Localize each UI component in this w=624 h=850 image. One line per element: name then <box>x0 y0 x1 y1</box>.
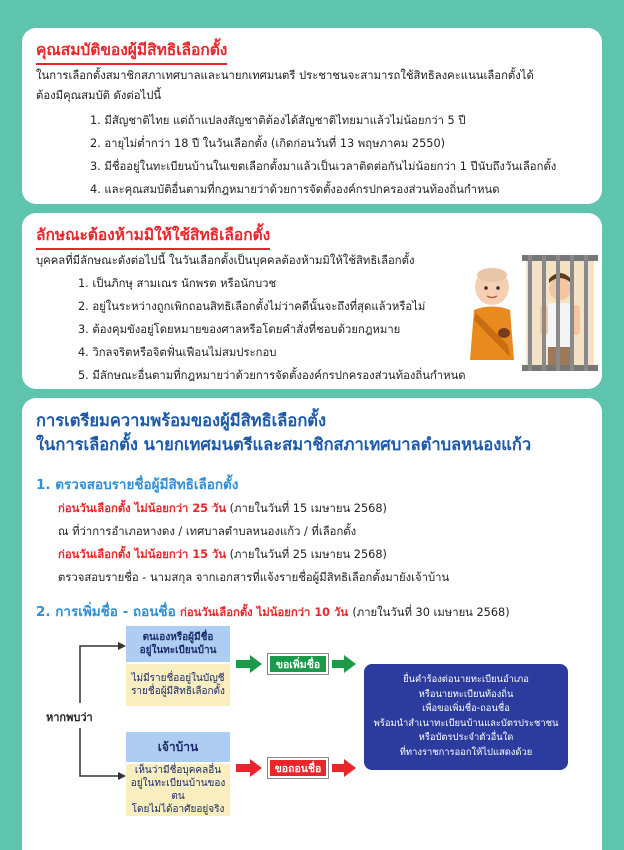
submit-line-3: เพื่อขอเพิ่มชื่อ-ถอนชื่อ <box>422 703 510 714</box>
qualification-item-1: 1. มีสัญชาติไทย แต่ถ้าแปลงสัญชาติต้องได้สัญชาติไทยมาแล้วไม่น้อยกว่า 5 ปี <box>90 114 466 127</box>
prisoner-illustration <box>522 253 598 373</box>
arrow-to-add <box>236 655 262 673</box>
qualifications-card <box>22 28 602 204</box>
arrow-from-add <box>332 655 356 673</box>
self-desc-box <box>126 664 230 706</box>
section1-deadline2-date: (ภายในวันที่ 25 เมษายน 2568) <box>229 548 387 561</box>
qualifications-title: คุณสมบัติของผู้มีสิทธิเลือกตั้ง <box>36 37 227 65</box>
qualifications-intro-line2: ต้องมีคุณสมบัติ ดังต่อไปนี้ <box>36 89 162 102</box>
owner-desc-line1: เห็นว่ามีชื่อบุคคลอื่น <box>134 765 222 776</box>
preparation-title-line1: การเตรียมความพร้อมของผู้มีสิทธิเลือกตั้ง <box>36 411 327 430</box>
add-name-label: ขอเพิ่มชื่อ <box>268 654 328 674</box>
qualifications-intro-line1: ในการเลือกตั้งสมาชิกสภาเทศบาลและนายกเทศมนตรี ประชาชนจะสามารถใช้สิทธิลงคะแนนเลือกตั้งได้ <box>36 69 534 82</box>
submit-line-5: หรือบัตรประจำตัวอื่นใด <box>418 732 514 743</box>
prohibition-item-3: 3. ต้องคุมขังอยู่โดยหมายของศาลหรือโดยคำสั่งที่ชอบด้วยกฎหมาย <box>78 323 401 336</box>
prohibitions-card <box>22 213 602 389</box>
prohibition-item-1: 1. เป็นภิกษุ สามเณร นักพรต หรือนักบวช <box>78 277 277 290</box>
self-title-line2: อยู่ในทะเบียนบ้าน <box>139 645 217 656</box>
submit-line-1: ยื่นคำร้องต่อนายทะเบียนอำเภอ <box>403 674 529 685</box>
owner-title: เจ้าบ้าน <box>126 732 230 762</box>
remove-name-label: ขอถอนชื่อ <box>268 758 328 778</box>
section1-deadline1-date: (ภายในวันที่ 15 เมษายน 2568) <box>229 502 387 515</box>
section1-heading: 1. ตรวจสอบรายชื่อผู้มีสิทธิเลือกตั้ง <box>36 477 239 493</box>
submit-line-6: ที่ทางราชการออกให้ไปแสดงด้วย <box>399 746 533 758</box>
qualification-item-3: 3. มีชื่ออยู่ในทะเบียนบ้านในเขตเลือกตั้งมาแล้วเป็นเวลาติดต่อกันไม่น้อยกว่า 1 ปีนับถึงวันเลือกตั้ง <box>90 160 557 173</box>
monk-illustration <box>462 265 522 365</box>
submit-line-4: พร้อมนำสำเนาทะเบียนบ้านและบัตรประชาชน <box>373 717 559 729</box>
submission-instructions-box <box>364 664 568 770</box>
owner-desc-box <box>126 764 230 816</box>
prohibition-item-2: 2. อยู่ในระหว่างถูกเพิกถอนสิทธิเลือกตั้งไม่ว่าคดีนั้นจะถึงที่สุดแล้วหรือไม่ <box>78 300 426 313</box>
prohibition-item-5: 5. มีลักษณะอื่นตามที่กฎหมายว่าด้วยการจัดตั้งองค์กรปกครองส่วนท้องถิ่นกำหนด <box>78 369 466 382</box>
submit-line-2: หรือนายทะเบียนท้องถิ่น <box>418 688 514 700</box>
owner-desc-line2: อยู่ในทะเบียนบ้านของตน <box>130 778 226 802</box>
arrow-to-remove <box>236 759 262 777</box>
section2-deadline-date: (ภายในวันที่ 30 เมษายน 2568) <box>352 606 510 619</box>
section2-deadline-red: ก่อนวันเลือกตั้ง ไม่น้อยกว่า 10 วัน <box>180 606 349 619</box>
preparation-title-line2: ในการเลือกตั้ง นายกเทศมนตรีและสมาชิกสภาเทศบาลตำบลหนองแก้ว <box>36 435 532 454</box>
qualification-item-4: 4. และคุณสมบัติอื่นตามที่กฎหมายว่าด้วยการจัดตั้งองค์กรปกครองส่วนท้องถิ่นกำหนด <box>90 183 500 196</box>
self-title-line1: ตนเองหรือผู้มีชื่อ <box>142 632 214 643</box>
section1-deadline1-red: ก่อนวันเลือกตั้ง ไม่น้อยกว่า 25 วัน <box>58 502 227 515</box>
prohibitions-title: ลักษณะต้องห้ามมิให้ใช้สิทธิเลือกตั้ง <box>36 222 270 250</box>
self-desc-line1: ไม่มีรายชื่ออยู่ในบัญชี <box>131 673 225 684</box>
section1-location: ณ ที่ว่าการอำเภอหางดง / เทศบาลตำบลหนองแก้ว / ที่เลือกตั้ง <box>58 525 357 538</box>
self-title-box <box>126 626 230 662</box>
prohibition-item-4: 4. วิกลจริตหรือจิตฟั่นเฟือนไม่สมประกอบ <box>78 346 277 359</box>
section1-deadline2-red: ก่อนวันเลือกตั้ง ไม่น้อยกว่า 15 วัน <box>58 548 227 561</box>
qualification-item-2: 2. อายุไม่ต่ำกว่า 18 ปี ในวันเลือกตั้ง (เกิดก่อนวันที่ 13 พฤษภาคม 2550) <box>90 137 446 150</box>
preparation-card <box>22 398 602 850</box>
arrow-from-remove <box>332 759 356 777</box>
owner-desc-line3: โดยไม่ได้อาศัยอยู่จริง <box>131 804 225 815</box>
flow-connectors <box>22 398 602 850</box>
section2-heading: 2. การเพิ่มชื่อ - ถอนชื่อ <box>36 604 176 620</box>
self-desc-line2: รายชื่อผู้มีสิทธิเลือกตั้ง <box>131 686 225 697</box>
prohibitions-intro: บุคคลที่มีลักษณะดังต่อไปนี้ ในวันเลือกตั้งเป็นบุคคลต้องห้ามมิให้ใช้สิทธิเลือกตั้ง <box>36 254 415 267</box>
section1-check-text: ตรวจสอบรายชื่อ - นามสกุล จากเอกสารที่แจ้งรายชื่อผู้มีสิทธิเลือกตั้งมายังเจ้าบ้าน <box>58 571 450 584</box>
if-found-label: หากพบว่า <box>46 711 93 724</box>
